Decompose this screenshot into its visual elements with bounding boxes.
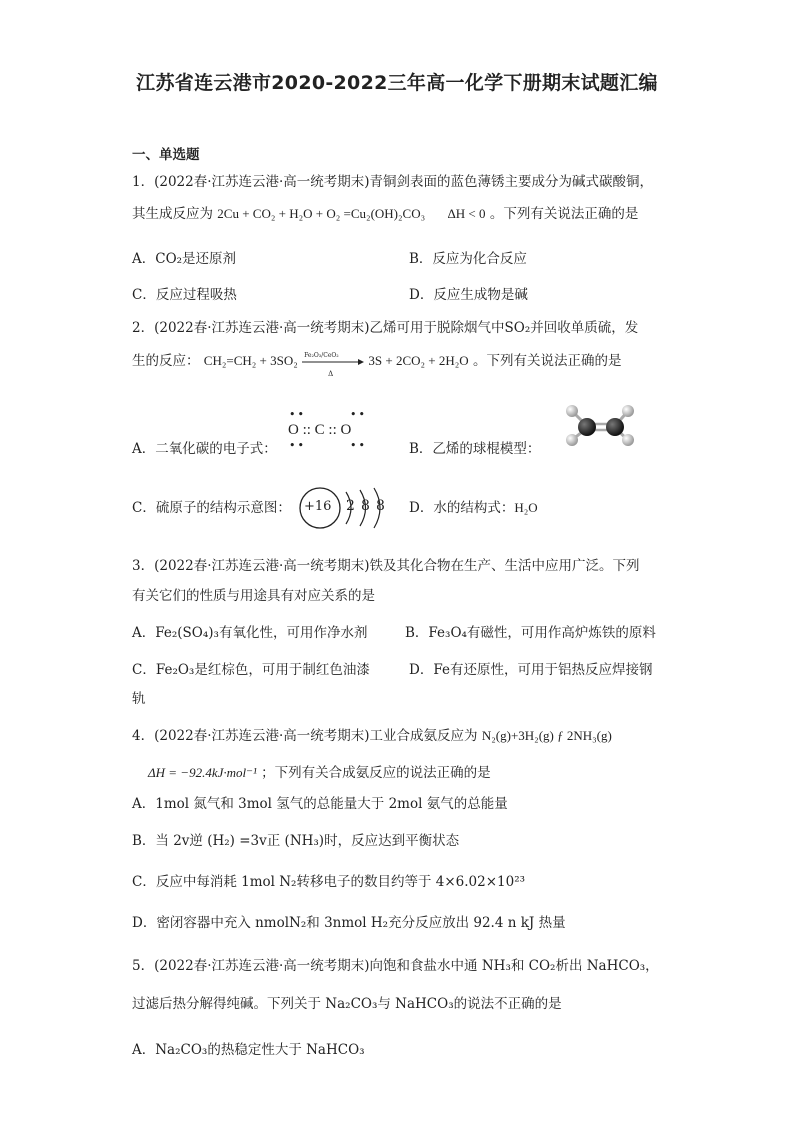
hydrogen-atom bbox=[566, 434, 578, 446]
carbon-atom bbox=[578, 418, 596, 436]
q4-option-a[interactable]: A．1mol 氮气和 3mol 氢气的总能量大于 2mol 氨气的总能量 bbox=[132, 796, 508, 812]
q4-option-b[interactable]: B．当 2v逆 (H₂) =3v正 (NH₃)时，反应达到平衡状态 bbox=[132, 833, 460, 849]
q1-stem-prefix: 其生成反应为 bbox=[132, 206, 213, 222]
q3-stem-line1: 3．(2022春·江苏连云港·高一统考期末)铁及其化合物在生产、生活中应用广泛。下列 bbox=[132, 558, 640, 574]
q4-stem-line2 bbox=[148, 764, 491, 782]
hydrogen-atom bbox=[566, 405, 578, 417]
q2-option-c[interactable]: C．硫原子的结构示意图： bbox=[132, 500, 291, 516]
carbon-atom bbox=[606, 418, 624, 436]
hydrogen-atom bbox=[622, 405, 634, 417]
q2-catalyst: Fe₂O₃/CeO₂ bbox=[304, 351, 339, 359]
ethylene-ball-stick-model bbox=[562, 402, 640, 446]
q2-heat: Δ bbox=[328, 369, 334, 378]
hydrogen-atom bbox=[622, 434, 634, 446]
q3-option-b[interactable]: B．Fe₃O₄有磁性，可用作高炉炼铁的原料 bbox=[405, 625, 656, 641]
q4-stem-suffix: ；下列有关合成氨反应的说法正确的是 bbox=[261, 765, 491, 781]
q3-option-c[interactable]: C．Fe₂O₃是红棕色，可用于制红色油漆 bbox=[132, 662, 370, 678]
q4-stem-prefix: 4．(2022春·江苏连云港·高一统考期末)工业合成氨反应为 bbox=[132, 728, 478, 744]
q2-a-electron-formula: O :: C :: O bbox=[288, 422, 352, 438]
q1-option-b[interactable]: B．反应为化合反应 bbox=[409, 251, 527, 267]
q2-option-b[interactable]: B．乙烯的球棍模型： bbox=[409, 441, 541, 457]
q4-stem-line1 bbox=[132, 727, 612, 745]
q4-option-d[interactable]: D．密闭容器中充入 nmolN₂和 3nmol H₂充分反应放出 92.4 n kJ 热量 bbox=[132, 915, 566, 931]
q1-option-d[interactable]: D．反应生成物是碱 bbox=[409, 287, 528, 303]
q1-stem-line1: 1．(2022春·江苏连云港·高一统考期末)青铜剑表面的蓝色薄锈主要成分为碱式碳酸铜， bbox=[132, 174, 654, 190]
q1-option-a[interactable]: A．CO₂是还原剂 bbox=[132, 251, 237, 267]
q4-option-c[interactable]: C．反应中每消耗 1mol N₂转移电子的数目约等于 4×6.02×10²³ bbox=[132, 874, 526, 890]
q5-option-a[interactable]: A．Na₂CO₃的热稳定性大于 NaHCO₃ bbox=[132, 1042, 365, 1058]
q2-a-dots-top: •• •• bbox=[289, 408, 367, 421]
q2-a-dots-bottom: •• •• bbox=[289, 439, 367, 452]
q3-option-a[interactable]: A．Fe₂(SO₄)₃有氧化性，可用作净水剂 bbox=[132, 625, 368, 641]
q4-equation: N₂(g)+3H₂(g) ƒ 2NH₃(g) bbox=[481, 728, 612, 743]
sulfur-atom-structure-diagram bbox=[298, 484, 390, 532]
q2-equation-left: CH₂=CH₂ + 3SO₂ bbox=[203, 353, 298, 368]
shell-1-electrons: 2 bbox=[346, 498, 355, 514]
q2-stem-line2 bbox=[132, 351, 622, 378]
q1-equation: 2Cu + CO₂ + H₂O + O₂ =Cu₂(OH)₂CO₃ bbox=[217, 206, 426, 221]
q3-option-d-cont: 轨 bbox=[132, 691, 146, 707]
q2-stem-line1: 2．(2022春·江苏连云港·高一统考期末)乙烯可用于脱除烟气中SO₂并回收单质硫，发 bbox=[132, 320, 639, 336]
q1-stem-line2 bbox=[132, 205, 638, 223]
shell-2-electrons: 8 bbox=[361, 498, 370, 514]
page-title: 江苏省连云港市2020-2022三年高一化学下册期末试题汇编 bbox=[136, 72, 658, 94]
q2-d-formula: H₂O bbox=[514, 500, 538, 515]
q5-stem-line2: 过滤后热分解得纯碱。下列关于 Na₂CO₃与 NaHCO₃的说法不正确的是 bbox=[132, 996, 562, 1012]
q3-stem-line2: 有关它们的性质与用途具有对应关系的是 bbox=[132, 588, 375, 604]
q2-stem-suffix: 。下列有关说法正确的是 bbox=[472, 353, 622, 369]
q2-equation-right: 3S + 2CO₂ + 2H₂O bbox=[368, 353, 469, 368]
q2-reaction-arrow bbox=[302, 351, 364, 378]
q1-option-c[interactable]: C．反应过程吸热 bbox=[132, 287, 237, 303]
atom-nucleus-charge: +16 bbox=[304, 499, 332, 514]
q2-stem-prefix: 生的反应： bbox=[132, 353, 200, 369]
q5-stem-line1: 5．(2022春·江苏连云港·高一统考期末)向饱和食盐水中通 NH₃和 CO₂析出 NaHCO₃， bbox=[132, 958, 659, 974]
q1-stem-suffix: 。下列有关说法正确的是 bbox=[489, 206, 639, 222]
q2-option-a[interactable]: A．二氧化碳的电子式： bbox=[132, 441, 277, 457]
q2-option-d[interactable] bbox=[409, 499, 538, 517]
q3-option-d[interactable]: D．Fe有还原性，可用于铝热反应焊接钢 bbox=[409, 662, 653, 678]
q1-enthalpy: ΔH < 0 bbox=[447, 206, 486, 221]
q2-d-label: D．水的结构式： bbox=[409, 500, 515, 516]
section-heading: 一、单选题 bbox=[132, 147, 200, 163]
q4-enthalpy: ΔH = −92.4kJ·mol⁻¹ bbox=[148, 765, 257, 780]
shell-3-electrons: 8 bbox=[376, 498, 385, 514]
